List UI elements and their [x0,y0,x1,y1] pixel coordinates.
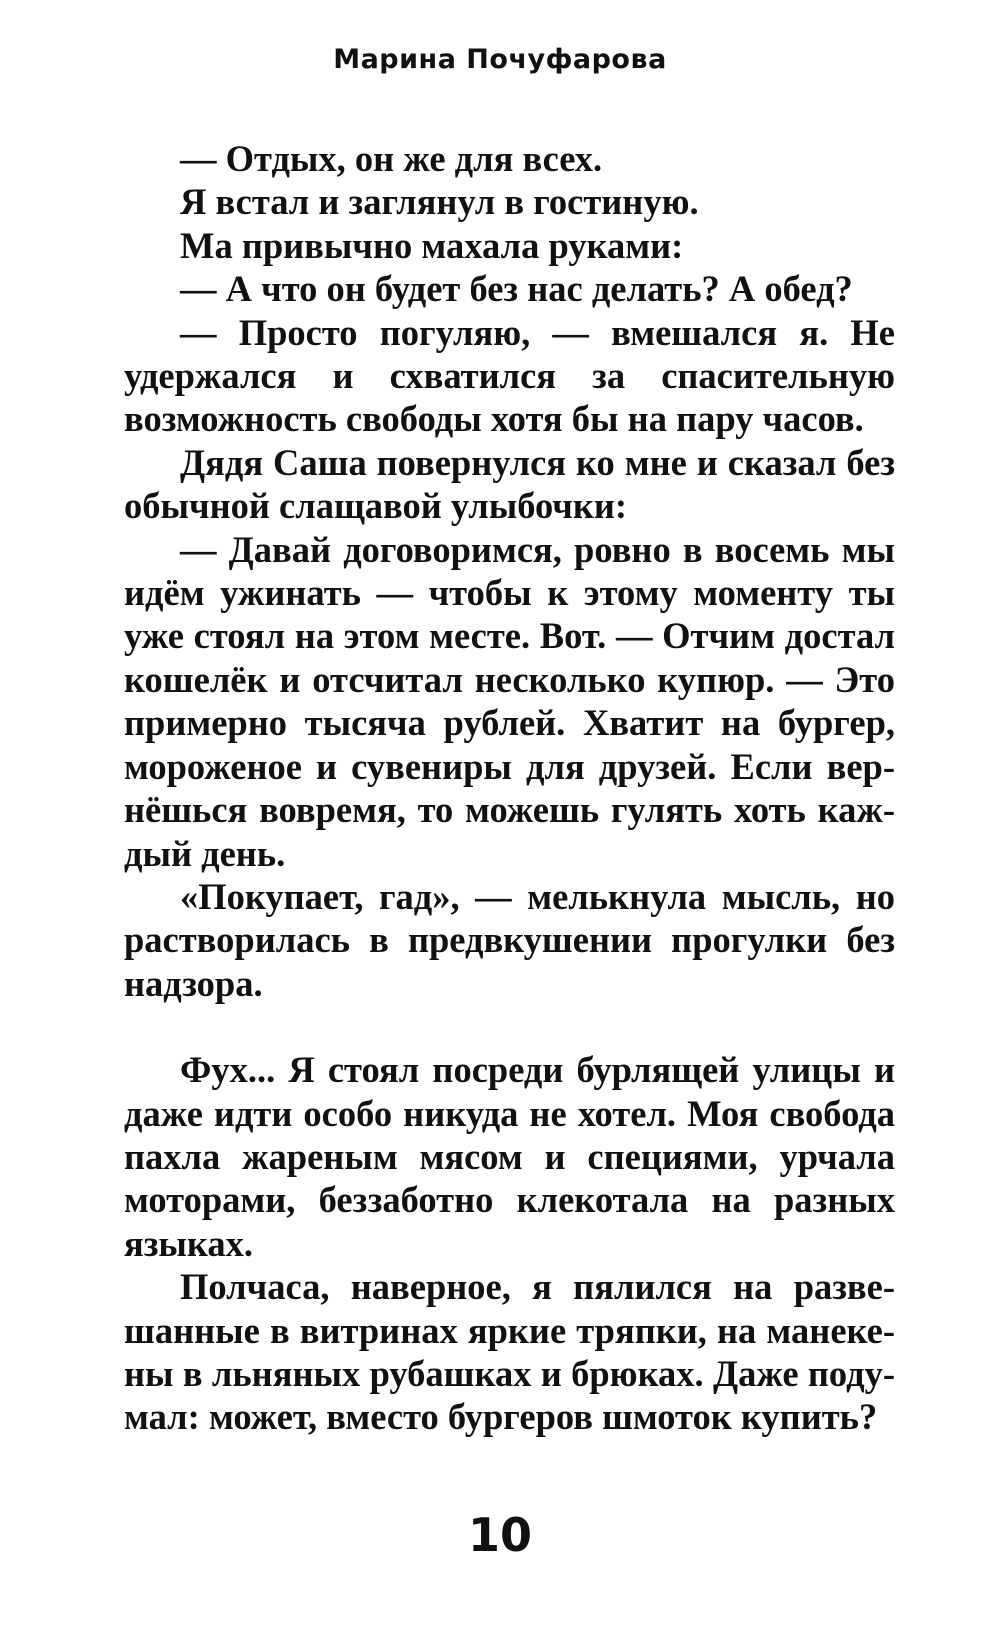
paragraph: Дядя Саша повернулся ко мне и сказал без обычной слащавой улыбочки: [124,441,895,527]
paragraph: Фух... Я стоял посреди бурлящей улицы и даже идти особо никуда не хотел. Моя свобода пахла жареным мясом и специями, урчала моторами, беззаботно клекотала на разных языках. [124,1049,895,1264]
paragraph: — Давай договоримся, ровно в восемь мы идём ужинать — чтобы к этому моменту ты уже стоял на этом месте. Вот. — Отчим достал кошелёк и отсчитал несколько купюр. — Это примерно тысяча рублей. Хватит на бургер, мороженое и сувениры для друзей. Если вернёшься вовремя, то можешь гулять хоть каждый день. [124,528,895,874]
paragraph: Ма привычно махала руками: [180,224,684,266]
paragraph: — Отдых, он же для всех. [180,138,603,179]
running-header-author: Марина Почуфарова [333,44,667,75]
paragraph: Полчаса, наверное, я пялился на развешанные в витринах яркие тряпки, на манекены в льняных рубашках и брюках. Даже подумал: может, вместо бургеров шмоток купить? [124,1266,895,1438]
paragraph: «Покупает, гад», — мелькнула мысль, но растворилась в предвкушении прогулки без надзора. [124,875,895,1004]
page-number: 10 [467,1508,532,1562]
paragraph: — Просто погуляю, — вмешался я. Не удержался и схватился за спасительную возможность свободы хотя бы на пару часов. [124,311,895,440]
paragraph: Я встал и заглянул в гостиную. [180,181,699,223]
paragraph: — А что он будет без нас делать? А обед? [180,268,853,310]
body-text [124,137,895,1439]
